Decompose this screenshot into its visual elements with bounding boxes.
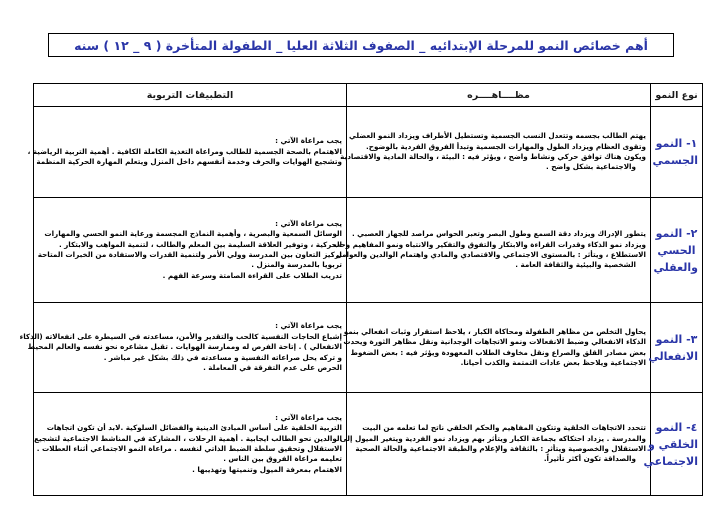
manifestation-line: يحاول التخلص من مظاهر الطفولة ومحاكاة الكبار ، يلاحظ استقرار وثبات انفعالي بنمو — [343, 326, 646, 336]
table-row — [34, 393, 703, 496]
application-line: الوسائل السمعية والبصرية ، وأهمية النماذج المجسمة ورعاية النمو الحسي والمهارات — [44, 229, 342, 239]
title-box — [48, 33, 674, 57]
manifestations-cell — [332, 198, 651, 303]
table-header-row — [34, 84, 703, 107]
applications-cell — [34, 393, 347, 496]
growth-type-line: ٢- النمو — [655, 226, 698, 240]
page-title: أهم خصائص النمو للمرحلة الإبتدائيه _ الصفوف الثلاثة العليا _ الطفولة المتأخرة ( ٩ _ ١٢ ) سنه — [74, 37, 648, 53]
manifestation-line: تتحدد الاتجاهات الخلقية وتتكون المفاهيم والحكم الخلقي ناتج لما تعلمه من البيت — [362, 423, 646, 433]
application-line: يجب مراعاة الآتي : — [275, 136, 342, 146]
application-line: الانفعالي ) . إتاحة الفرص له وممارسة الهوايات . تقبل مشاعره نحو نفسه والعالم المحيط — [27, 342, 342, 352]
manifestation-line: ويزداد نمو الذكاء وقدرات القراءة والابتكار والتفوق والتفكير والانتباه ونمو المفاهيم وحب — [332, 239, 646, 249]
application-line: الاهتمام بالصحة الجسمية للطالب ومراعاة التغذية الكاملة الكافية . أهمية التربية الرياضية ، — [27, 146, 342, 156]
manifestation-line: الاستقلال والخصوصية ويتأثر : بالثقافة والإعلام والطبقة الاجتماعية والحالة الصحية — [355, 444, 646, 453]
application-line: يجب مراعاة الآتي : — [275, 218, 342, 228]
manifestations-cell — [340, 393, 651, 496]
growth-type-line: ٤- النمو — [655, 420, 698, 434]
manifestation-line: والاجتماعية بشكل واضح . — [545, 162, 636, 172]
table-row — [34, 303, 703, 393]
manifestation-line: وتقوى العظام ويزداد الطول والمهارات الجسمية وتبدأ الفروق الفردية بالوضوح. — [366, 141, 646, 151]
manifestation-line: يهتم الطالب بجسمه وتتعدل النسب الجسمية وتستطيل الأطراف ويزداد النمو العضلي — [349, 131, 646, 141]
application-line: يجب مراعاة الآتي : — [275, 412, 342, 422]
application-line: تربويا بالمدرسة والمنزل . — [251, 260, 342, 270]
manifestation-line: الاجتماعية ويلاحظ بعض عادات التمتمة والكذب أحيانا. — [460, 357, 646, 367]
manifestations-cell — [340, 107, 651, 198]
growth-type-line: الحسي — [657, 243, 696, 257]
application-line: الاستقلال وتحقيق سلطة الضبط الذاتي لنفسه . مراعاة النمو الاجتماعي أثناء العطلات . — [36, 444, 342, 453]
manifestation-line: الشخصية والبيئية والثقافة العامة . — [515, 260, 636, 270]
application-line: التربية الخلقية على أساس المبادئ الدينية والفضائل السلوكية .لابد أن تكون اتجاهات — [46, 423, 342, 433]
growth-type-cell — [651, 107, 703, 198]
growth-type-line: الجسمي — [652, 154, 698, 167]
growth-type-cell — [648, 303, 703, 393]
growth-type-cell — [651, 198, 703, 303]
application-line: تعليمه مراعاة الفروق بين الناس . — [223, 454, 342, 464]
table-row — [34, 107, 703, 198]
manifestations-cell — [343, 303, 651, 393]
application-line: الاهتمام بمعرفة الميول وتنميتها وتهذيبها . — [192, 464, 342, 474]
growth-type-line: ١- النمو — [655, 137, 698, 150]
growth-type-line: الخلقي و — [647, 437, 698, 451]
growth-type-line: ٣- النمو — [655, 332, 698, 346]
header-growth-type: نوع النمو — [651, 84, 703, 107]
application-line: الوالدين نحو الطالب ايجابية . أهمية الرحلات ، المشاركة في المناشط الاجتماعية لتشجيع — [34, 433, 342, 443]
growth-type-line: الانفعالي — [648, 349, 698, 363]
applications-cell — [27, 107, 347, 198]
growth-characteristics-table — [19, 83, 703, 496]
applications-cell — [19, 303, 347, 393]
application-line: تركيز التعاون بين المدرسة وولي الأمر ولتنمية القدرات والاستفادة من الخبرات المتاحة — [37, 250, 342, 259]
manifestation-line: والصداقة تكون أكثر تأثيراً. — [543, 454, 636, 464]
application-line: الحرص على عدم التفرقة في المعاملة . — [203, 363, 342, 373]
application-line: تدريب الطلاب على القراءة الصامتة وسرعة الفهم . — [162, 270, 342, 280]
manifestation-line: بعض مصادر القلق والصراع ونقل مخاوف الطلاب المعهودة ويؤثر فيه : بعض الضغوط — [350, 347, 646, 357]
application-line: إشباع الحاجات النفسية كالحب والتقدير والأمن، مساعدته في السيطرة على انفعالاته (الذكاء — [19, 331, 342, 341]
applications-cell — [34, 198, 347, 303]
manifestation-line: يتطور الإدراك ويزداد دقة السمع وطول البصر وتعبر الحواس مراصد للجهاز العصبي . — [351, 229, 646, 239]
growth-type-line: الاجتماعي — [643, 454, 698, 468]
manifestation-line: الاستطلاع ، ويتأثر : بالمستوى الاجتماعي والاقتصادي والمادي واهتمام الوالدين والعوامل — [335, 250, 646, 259]
manifestation-line: ويكون هناك توافق حركي ونشاط واضح ، ويؤثر فيه : البيئة ، والحالة المادية والاقتصادية — [340, 152, 646, 161]
application-line: و تركه يحل صراعاته النفسية و مساعدته في ذلك بشكل غير مباشر . — [103, 352, 342, 362]
table-row — [34, 198, 703, 303]
growth-type-line: والعقلي — [653, 260, 698, 274]
manifestation-line: والمدرسة . يزداد احتكاكه بجماعة الكبار ويتأثر بهم ويزداد نمو الفردية ويتغير الميول إلى — [340, 433, 646, 443]
manifestation-line: الذكاء الانفعالي وضبط الانفعالات ونمو الاتجاهات الوجدانية ونقل مظاهر الثورة ويحدث — [343, 337, 646, 347]
growth-type-cell — [643, 393, 703, 496]
application-line: يجب مراعاة الآتي : — [275, 321, 342, 331]
application-line: وتشجيع الهوايات والحرف وخدمة أنفسهم داخل المنزل ويتعلم المهارة الحركية المنظمة — [36, 157, 342, 167]
application-line: الحركية ، وتوفير العلاقة السليمة بين المعلم والطالب ، لتنمية المواهب والابتكار . — [58, 239, 342, 249]
header-applications: التطبيقات التربوية — [34, 84, 347, 107]
header-manifestations: مظــــاهــــره — [347, 84, 651, 107]
